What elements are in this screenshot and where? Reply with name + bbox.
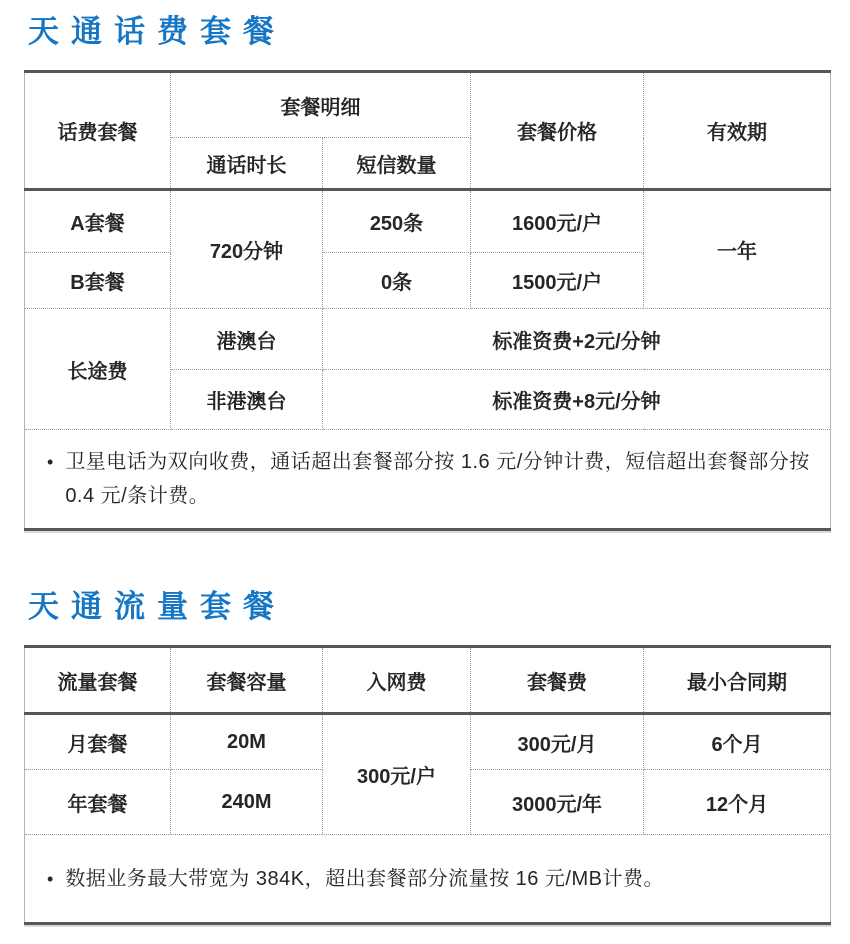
call-plans-note-cell <box>25 430 831 530</box>
header-price-column: 套餐价格 <box>471 72 644 190</box>
yearly-plan-capacity: 240M <box>171 770 323 835</box>
long-distance-label: 长途费 <box>25 309 171 430</box>
tariff-page <box>0 14 850 944</box>
long-distance-non-hmt-label: 非港澳台 <box>171 370 323 430</box>
header-validity-column: 有效期 <box>644 72 831 190</box>
data-plans-note <box>47 862 816 896</box>
plan-a-label: A套餐 <box>25 190 171 253</box>
table-row-long-distance-hmt <box>25 309 831 370</box>
bullet-icon: • <box>47 868 54 889</box>
call-plans-table <box>24 70 831 531</box>
call-header-row-1 <box>25 72 831 138</box>
plan-a-price: 1600元/户 <box>471 190 644 253</box>
monthly-plan-label: 月套餐 <box>25 714 171 770</box>
data-plans-table <box>24 645 831 925</box>
monthly-plan-capacity: 20M <box>171 714 323 770</box>
plan-b-sms: 0条 <box>323 253 471 309</box>
header-sms-column: 短信数量 <box>323 138 471 190</box>
call-plans-note-row <box>25 430 831 530</box>
yearly-plan-fee: 3000元/年 <box>471 770 644 835</box>
shared-join-fee: 300元/户 <box>323 714 471 835</box>
header-plan-column: 话费套餐 <box>25 72 171 190</box>
call-plans-title: 天通话费套餐 <box>28 14 286 49</box>
yearly-plan-label: 年套餐 <box>25 770 171 835</box>
data-plans-note-row <box>25 835 831 924</box>
header-minutes-column: 通话时长 <box>171 138 323 190</box>
monthly-plan-fee: 300元/月 <box>471 714 644 770</box>
plan-ab-validity: 一年 <box>644 190 831 309</box>
header-capacity-column: 套餐容量 <box>171 647 323 714</box>
data-plans-title: 天通流量套餐 <box>28 589 286 624</box>
header-join-fee-column: 入网费 <box>323 647 471 714</box>
data-header-row <box>25 647 831 714</box>
data-plans-note-text: 数据业务最大带宽为 384K，超出套餐部分流量按 16 元/MB计费。 <box>65 867 664 890</box>
call-plans-note-text: 卫星电话为双向收费，通话超出套餐部分按 1.6 元/分钟计费，短信超出套餐部分按 0.4 元/条计费。 <box>65 451 810 507</box>
monthly-plan-term: 6个月 <box>644 714 831 770</box>
plan-a-sms: 250条 <box>323 190 471 253</box>
plan-b-price: 1500元/户 <box>471 253 644 309</box>
call-plans-note <box>47 445 816 513</box>
table-row-plan-a <box>25 190 831 253</box>
header-details-group: 套餐明细 <box>171 72 471 138</box>
data-plans-note-cell <box>25 835 831 924</box>
plan-b-label: B套餐 <box>25 253 171 309</box>
yearly-plan-term: 12个月 <box>644 770 831 835</box>
table-row-monthly-plan <box>25 714 831 770</box>
long-distance-hmt-rate: 标准资费+2元/分钟 <box>323 309 831 370</box>
long-distance-non-hmt-rate: 标准资费+8元/分钟 <box>323 370 831 430</box>
header-data-plan-column: 流量套餐 <box>25 647 171 714</box>
plan-ab-minutes: 720分钟 <box>171 190 323 309</box>
header-fee-column: 套餐费 <box>471 647 644 714</box>
long-distance-hmt-label: 港澳台 <box>171 309 323 370</box>
bullet-icon: • <box>47 452 54 472</box>
header-min-term-column: 最小合同期 <box>644 647 831 714</box>
